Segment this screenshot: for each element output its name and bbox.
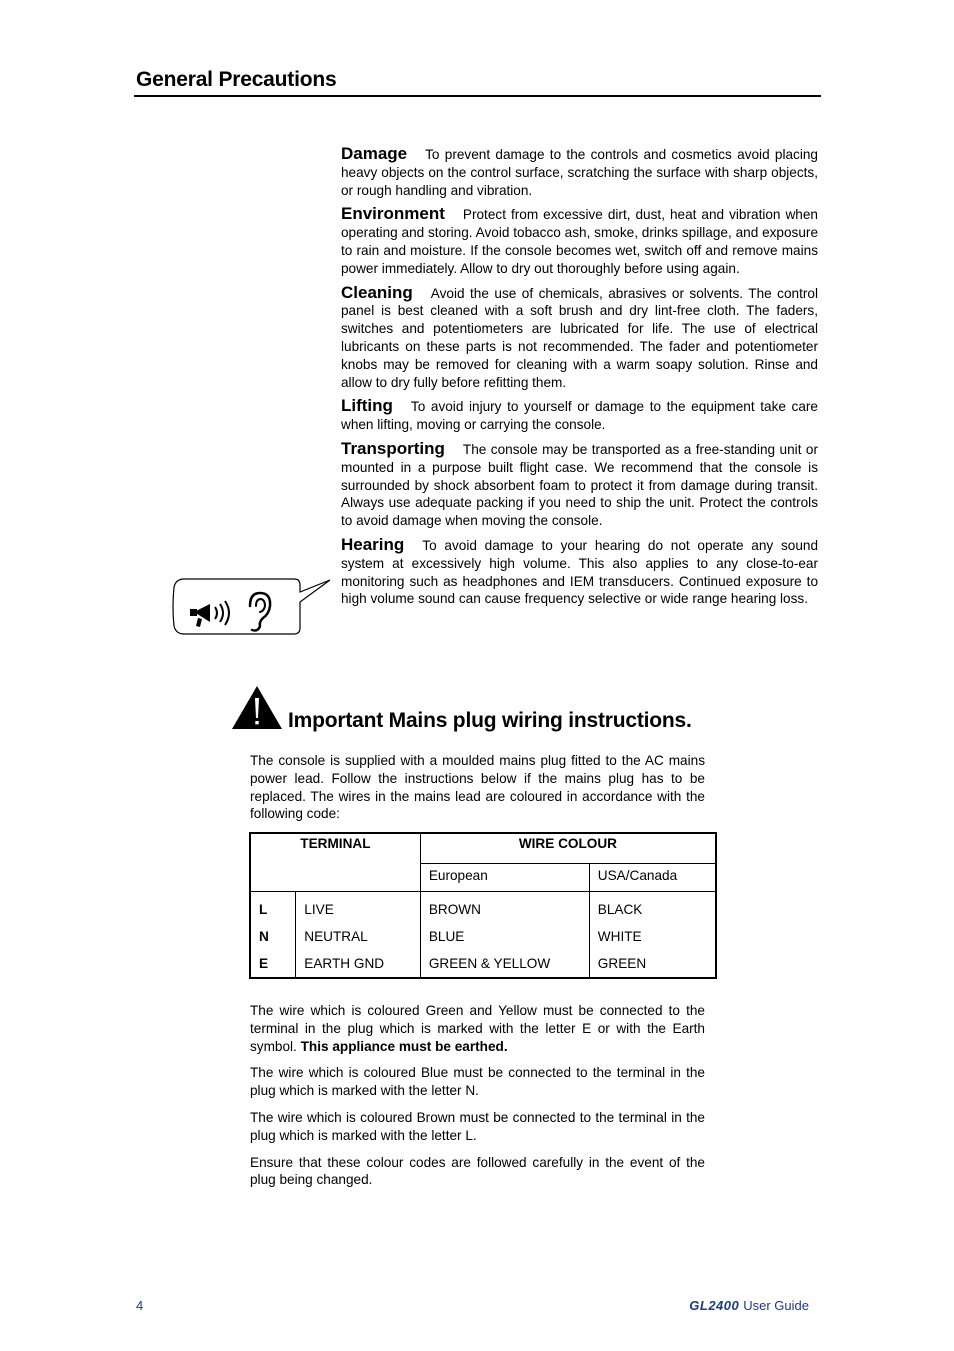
note-earth: The wire which is coloured Green and Yellow must be connected to the terminal in the plug which is marked with the letter E or with the Earth symbol. This appliance must be earthed. <box>250 1003 705 1054</box>
brand-logo: GL2400 <box>689 1298 740 1313</box>
precaution-environment: Environment Protect from excessive dirt, dust, heat and vibration when operating and storing. Avoid tobacco ash, smoke, drinks spillage, and exposure to rain and moisture. If the console becomes wet, switch off and remove mains power immediately. Allow to dry out thoroughly before using again. <box>341 204 818 276</box>
precaution-lifting: Lifting To avoid injury to yourself or damage to the equipment take care when lifting, moving or carrying the console. <box>341 396 818 433</box>
precaution-transporting: Transporting The console may be transported as a free-standing unit or mounted in a purpose built flight case. We recommend that the console is surrounded by shock absorbent foam to protect it from damage during transit. Always use adequate packing if you need to ship the unit. Protect the controls to avoid damage when moving the console. <box>341 438 818 529</box>
table-row <box>250 891 716 978</box>
note-ensure: Ensure that these colour codes are followed carefully in the event of the plug being changed. <box>250 1154 705 1188</box>
mains-intro: The console is supplied with a moulded mains plug fitted to the AC mains power lead. Follow the instructions below if the mains plug has to be replaced. The wires in the mains lead are coloured in accordance with the following code: <box>250 753 705 822</box>
wiring-notes <box>250 1002 705 1198</box>
precaution-cleaning: Cleaning Avoid the use of chemicals, abrasives or solvents. The control panel is best cleaned with a soft brush and dry lint-free cloth. The faders, switches and potentiometers are lubricated for life. The use of electrical lubricants on these parts is not recommended. The fader and potentiometer knobs may be removed for cleaning with a warm soapy solution. Rinse and allow to dry fully before refitting them. <box>341 282 818 390</box>
table-header-row <box>250 833 716 863</box>
terminal-letters: L N E <box>250 891 296 978</box>
header-divider <box>134 95 821 97</box>
european-colours: BROWN BLUE GREEN & YELLOW <box>420 891 589 978</box>
terminal-header: TERMINAL <box>250 833 420 891</box>
precaution-damage: Damage To prevent damage to the controls and cosmetics avoid placing heavy objects on the control surface, scratching the surface with sharp objects, or rough handling and vibration. <box>341 144 818 198</box>
precautions-list <box>341 145 818 614</box>
footer-guide: GL2400 User Guide <box>689 1298 809 1313</box>
usa-colours: BLACK WHITE GREEN <box>589 891 716 978</box>
precaution-hearing: Hearing To avoid damage to your hearing do not operate any sound system at excessively high volume. This also applies to any close-to-ear monitoring such as headphones and IEM transducers. Continued exposure to high volume sound can cause frequency selective or wide range hearing loss. <box>341 534 818 607</box>
european-header: European <box>420 863 589 891</box>
wire-colour-header: WIRE COLOUR <box>420 833 716 863</box>
note-live: The wire which is coloured Brown must be connected to the terminal in the plug which is marked with the letter L. <box>250 1109 705 1143</box>
usa-header: USA/Canada <box>589 863 716 891</box>
speaker-ear-icon <box>172 576 332 638</box>
warning-triangle-icon <box>231 684 283 730</box>
note-neutral: The wire which is coloured Blue must be connected to the terminal in the plug which is marked with the letter N. <box>250 1065 705 1099</box>
mains-section-title: Important Mains plug wiring instructions. <box>288 709 692 732</box>
page-title: General Precautions <box>136 68 337 91</box>
page-number: 4 <box>136 1298 144 1313</box>
wire-colour-table <box>249 832 717 979</box>
terminal-names: LIVE NEUTRAL EARTH GND <box>296 891 421 978</box>
